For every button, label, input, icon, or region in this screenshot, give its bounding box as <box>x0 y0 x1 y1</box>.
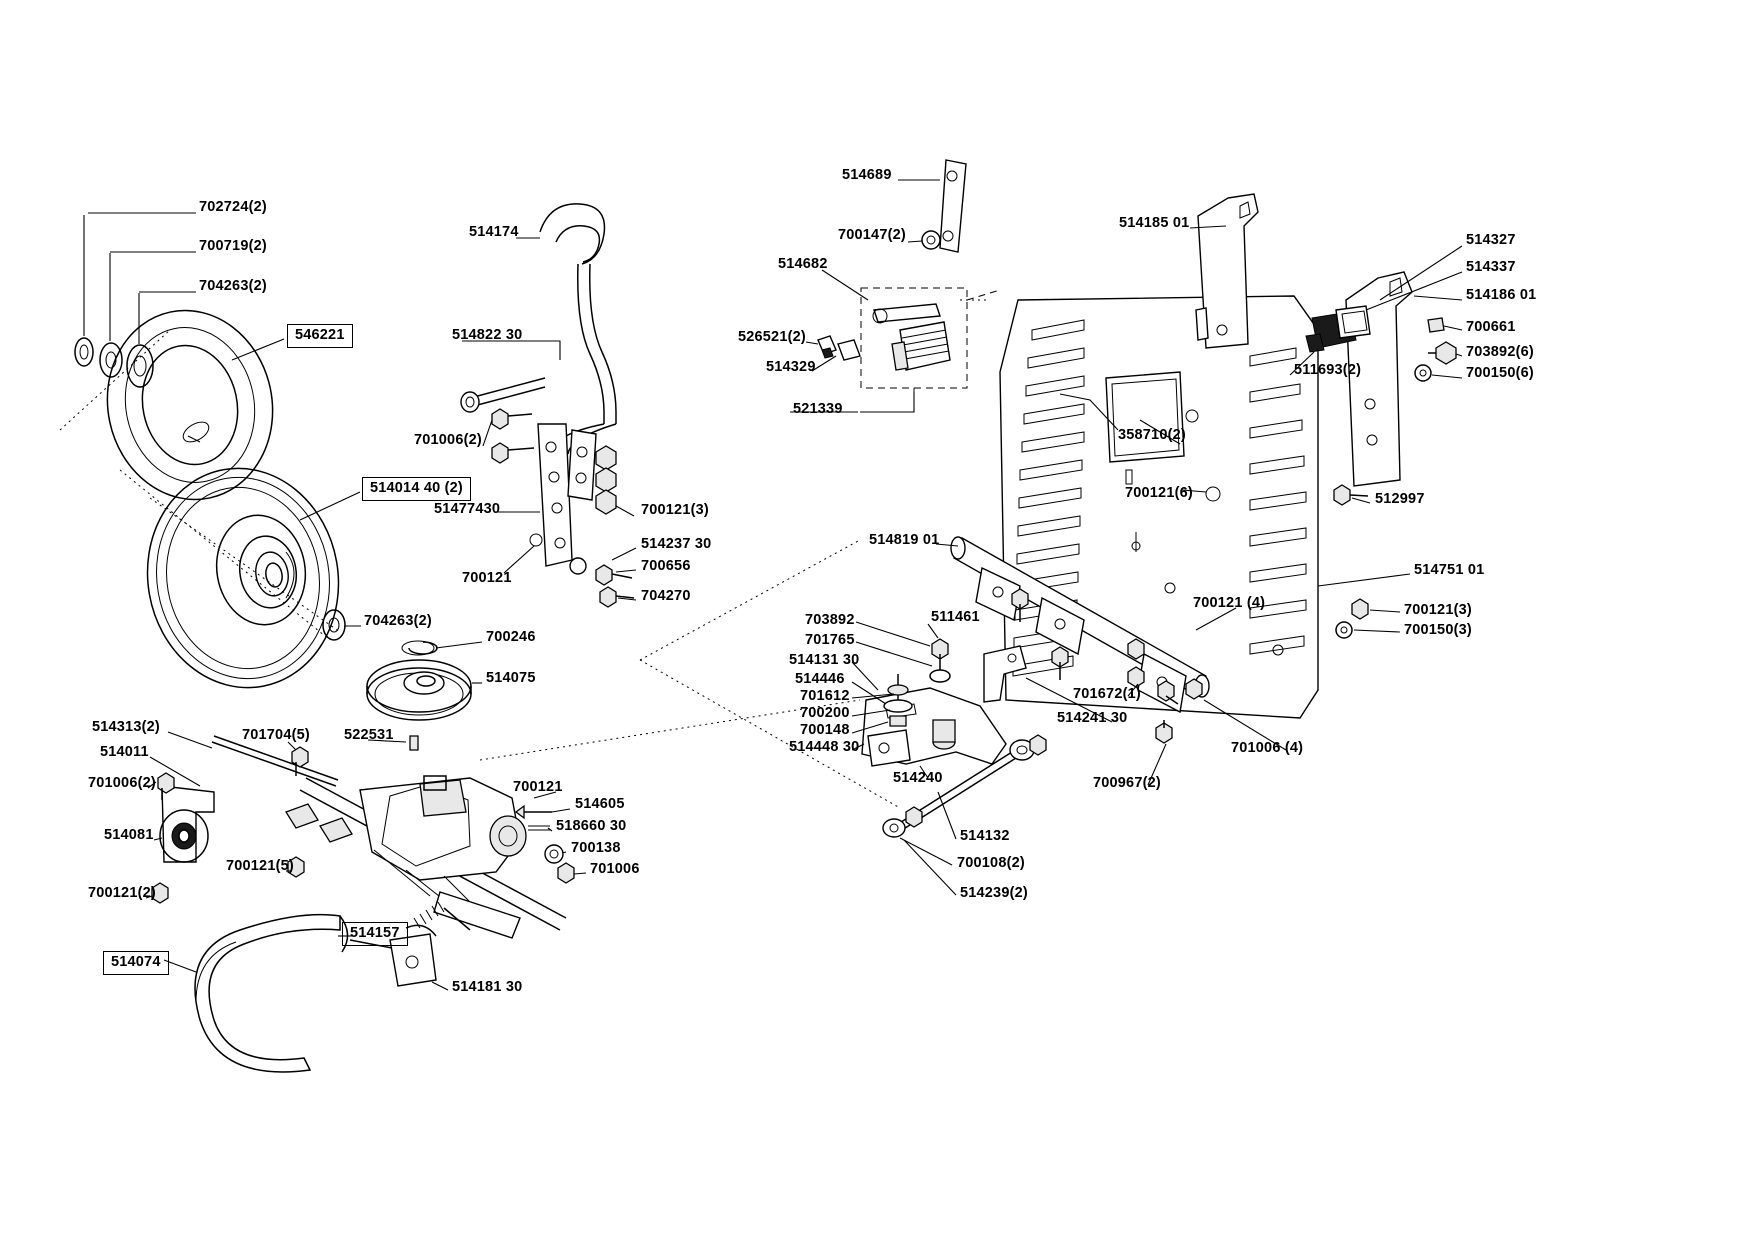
part-label[interactable]: 514075 <box>486 670 536 686</box>
part-label[interactable]: 700121(2) <box>88 885 156 901</box>
lever-linkage-group <box>461 204 634 607</box>
part-label-boxed[interactable]: 546221 <box>287 324 353 348</box>
wheel-assembly-group <box>60 295 356 703</box>
part-label[interactable]: 701704(5) <box>242 727 310 743</box>
part-label-boxed[interactable]: 514157 <box>342 922 408 946</box>
part-label[interactable]: 701006 <box>590 861 640 877</box>
part-label[interactable]: 514239(2) <box>960 885 1028 901</box>
part-label-boxed[interactable]: 514014 40 (2) <box>362 477 471 501</box>
part-label[interactable]: 700121(3) <box>641 502 709 518</box>
part-label[interactable]: 704263(2) <box>199 278 267 294</box>
part-label[interactable]: 522531 <box>344 727 394 743</box>
part-label[interactable]: 358710(2) <box>1118 427 1186 443</box>
part-label[interactable]: 700121(3) <box>1404 602 1472 618</box>
part-label[interactable]: 514689 <box>842 167 892 183</box>
part-label[interactable]: 700656 <box>641 558 691 574</box>
part-label[interactable]: 700121 <box>462 570 512 586</box>
part-label[interactable]: 512997 <box>1375 491 1425 507</box>
part-label[interactable]: 700147(2) <box>838 227 906 243</box>
part-label[interactable]: 514819 01 <box>869 532 940 548</box>
part-label[interactable]: 701765 <box>805 632 855 648</box>
part-label[interactable]: 704270 <box>641 588 691 604</box>
part-label[interactable]: 514329 <box>766 359 816 375</box>
part-label[interactable]: 700108(2) <box>957 855 1025 871</box>
part-label[interactable]: 514241 30 <box>1057 710 1128 726</box>
part-label[interactable]: 518660 30 <box>556 818 627 834</box>
part-label[interactable]: 701006 (4) <box>1231 740 1304 756</box>
deck-panel-group <box>951 194 1456 743</box>
part-label[interactable]: 700121(5) <box>226 858 294 874</box>
part-label[interactable]: 514605 <box>575 796 625 812</box>
part-label[interactable]: 514132 <box>960 828 1010 844</box>
part-label[interactable]: 700967(2) <box>1093 775 1161 791</box>
part-label[interactable]: 701006(2) <box>414 432 482 448</box>
part-label[interactable]: 700200 <box>800 705 850 721</box>
part-label[interactable]: 514174 <box>469 224 519 240</box>
part-label[interactable]: 704263(2) <box>364 613 432 629</box>
part-label[interactable]: 514682 <box>778 256 828 272</box>
switch-group <box>818 160 1000 400</box>
part-label[interactable]: 700661 <box>1466 319 1516 335</box>
part-label[interactable]: 521339 <box>793 401 843 417</box>
part-label[interactable]: 703892(6) <box>1466 344 1534 360</box>
part-label[interactable]: 514181 30 <box>452 979 523 995</box>
part-label[interactable]: 514186 01 <box>1466 287 1537 303</box>
part-label[interactable]: 514822 30 <box>452 327 523 343</box>
part-label[interactable]: 514751 01 <box>1414 562 1485 578</box>
part-label[interactable]: 514237 30 <box>641 536 712 552</box>
part-label[interactable]: 51477430 <box>434 501 501 517</box>
part-label[interactable]: 514313(2) <box>92 719 160 735</box>
part-label[interactable]: 700719(2) <box>199 238 267 254</box>
part-label[interactable]: 703892 <box>805 612 855 628</box>
part-label[interactable]: 701612 <box>800 688 850 704</box>
transaxle-group <box>152 641 574 1072</box>
part-label[interactable]: 700121(6) <box>1125 485 1193 501</box>
part-label[interactable]: 700121 (4) <box>1193 595 1266 611</box>
part-label[interactable]: 514446 <box>795 671 845 687</box>
part-label[interactable]: 702724(2) <box>199 199 267 215</box>
part-label[interactable]: 700138 <box>571 840 621 856</box>
part-label[interactable]: 700246 <box>486 629 536 645</box>
part-label[interactable]: 514240 <box>893 770 943 786</box>
part-label[interactable]: 700121 <box>513 779 563 795</box>
part-label[interactable]: 511461 <box>931 609 980 625</box>
part-label[interactable]: 514011 <box>100 744 149 760</box>
part-label[interactable]: 511693(2) <box>1294 362 1362 378</box>
part-label[interactable]: 701006(2) <box>88 775 156 791</box>
part-label[interactable]: 700150(6) <box>1466 365 1534 381</box>
part-label[interactable]: 514337 <box>1466 259 1516 275</box>
part-label[interactable]: 514131 30 <box>789 652 860 668</box>
part-label[interactable]: 514327 <box>1466 232 1516 248</box>
part-label[interactable]: 514185 01 <box>1119 215 1190 231</box>
part-label[interactable]: 700148 <box>800 722 850 738</box>
part-label-boxed[interactable]: 514074 <box>103 951 169 975</box>
part-label[interactable]: 700150(3) <box>1404 622 1472 638</box>
part-label[interactable]: 514081 <box>104 827 154 843</box>
part-label[interactable]: 701672(1) <box>1073 686 1141 702</box>
part-label[interactable]: 526521(2) <box>738 329 806 345</box>
part-label[interactable]: 514448 30 <box>789 739 860 755</box>
